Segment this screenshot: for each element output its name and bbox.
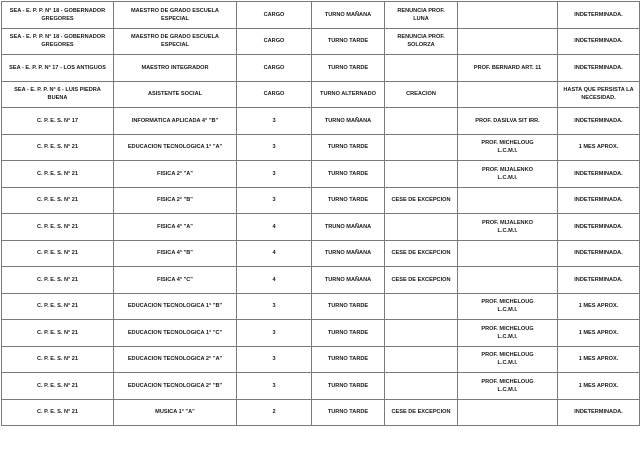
- duration-cell: INDETERMINADA.: [558, 28, 640, 55]
- shift-cell: TURNO TARDE: [312, 293, 385, 320]
- duration-cell: 1 MES APROX.: [558, 346, 640, 373]
- table-row: [2, 28, 640, 55]
- hours-cell: CARGO: [237, 2, 312, 29]
- hours-cell: 4: [237, 267, 312, 294]
- shift-cell: TURNO TARDE: [312, 373, 385, 400]
- duration-cell: INDETERMINADA.: [558, 267, 640, 294]
- subject-cell: MAESTRO DE GRADO ESCUELA ESPECIAL: [114, 2, 237, 29]
- table-row: [2, 373, 640, 400]
- teacher-cell: PROF. MICHELOUG L.C.M.I.: [458, 346, 558, 373]
- school-cell: SEA - E. P. P. N° 18 - GOBERNADOR GREGORES: [2, 2, 114, 29]
- shift-cell: TURNO MAÑANA: [312, 267, 385, 294]
- reason-cell: CESE DE EXCEPCION: [385, 187, 458, 214]
- shift-cell: TURNO TARDE: [312, 346, 385, 373]
- school-cell: C. P. E. S. N° 21: [2, 320, 114, 347]
- shift-cell: TURNO MAÑANA: [312, 240, 385, 267]
- hours-cell: 3: [237, 320, 312, 347]
- duration-cell: 1 MES APROX.: [558, 134, 640, 161]
- school-cell: C. P. E. S. N° 21: [2, 134, 114, 161]
- teacher-cell: PROF. MIJALENKO L.C.M.I.: [458, 161, 558, 188]
- duration-cell: HASTA QUE PERSISTA LA NECESIDAD.: [558, 81, 640, 108]
- duration-cell: INDETERMINADA.: [558, 187, 640, 214]
- hours-cell: 3: [237, 161, 312, 188]
- subject-cell: FISICA 2° "A": [114, 161, 237, 188]
- reason-cell: [385, 214, 458, 241]
- reason-cell: [385, 108, 458, 135]
- table-row: [2, 320, 640, 347]
- table-row: [2, 187, 640, 214]
- school-cell: C. P. E. S. N° 21: [2, 187, 114, 214]
- shift-cell: TURNO TARDE: [312, 399, 385, 426]
- school-cell: C. P. E. S. N° 21: [2, 373, 114, 400]
- reason-cell: CESE DE EXCEPCION: [385, 399, 458, 426]
- shift-cell: TURNO TARDE: [312, 320, 385, 347]
- hours-cell: 3: [237, 108, 312, 135]
- school-cell: SEA - E. P. P. N° 6 - LUIS PIEDRA BUENA: [2, 81, 114, 108]
- duration-cell: INDETERMINADA.: [558, 161, 640, 188]
- reason-cell: [385, 320, 458, 347]
- teacher-cell: [458, 187, 558, 214]
- table-row: [2, 293, 640, 320]
- subject-cell: FISICA 2° "B": [114, 187, 237, 214]
- subject-cell: EDUCACION TECNOLOGICA 2° "A": [114, 346, 237, 373]
- school-cell: C. P. E. S. N° 17: [2, 108, 114, 135]
- duration-cell: INDETERMINADA.: [558, 2, 640, 29]
- teacher-cell: [458, 267, 558, 294]
- table-row: [2, 267, 640, 294]
- subject-cell: EDUCACION TECNOLOGICA 1° "A": [114, 134, 237, 161]
- teacher-cell: PROF. MICHELOUG L.C.M.I.: [458, 134, 558, 161]
- school-cell: C. P. E. S. N° 21: [2, 399, 114, 426]
- teacher-cell: [458, 240, 558, 267]
- table-row: [2, 214, 640, 241]
- reason-cell: [385, 161, 458, 188]
- hours-cell: CARGO: [237, 81, 312, 108]
- duration-cell: INDETERMINADA.: [558, 108, 640, 135]
- school-cell: C. P. E. S. N° 21: [2, 293, 114, 320]
- reason-cell: [385, 373, 458, 400]
- table-row: [2, 346, 640, 373]
- table-row: [2, 81, 640, 108]
- hours-cell: 4: [237, 240, 312, 267]
- teacher-cell: [458, 2, 558, 29]
- duration-cell: INDETERMINADA.: [558, 214, 640, 241]
- shift-cell: TURNO MAÑANA: [312, 108, 385, 135]
- subject-cell: EDUCACION TECNOLOGICA 1° "B": [114, 293, 237, 320]
- shift-cell: TURNO TARDE: [312, 187, 385, 214]
- shift-cell: TURNO TARDE: [312, 134, 385, 161]
- reason-cell: CESE DE EXCEPCION: [385, 240, 458, 267]
- teacher-cell: PROF. MICHELOUG L.C.M.I.: [458, 373, 558, 400]
- table-row: [2, 55, 640, 82]
- school-cell: C. P. E. S. N° 21: [2, 346, 114, 373]
- duration-cell: 1 MES APROX.: [558, 373, 640, 400]
- school-cell: C. P. E. S. N° 21: [2, 161, 114, 188]
- table-row: [2, 161, 640, 188]
- teacher-cell: [458, 81, 558, 108]
- subject-cell: FISICA 4° "C": [114, 267, 237, 294]
- reason-cell: [385, 55, 458, 82]
- duration-cell: INDETERMINADA.: [558, 55, 640, 82]
- reason-cell: CREACION: [385, 81, 458, 108]
- teacher-cell: PROF. MIJALENKO L.C.M.I.: [458, 214, 558, 241]
- subject-cell: EDUCACION TECNOLOGICA 2° "B": [114, 373, 237, 400]
- school-cell: C. P. E. S. N° 21: [2, 267, 114, 294]
- hours-cell: CARGO: [237, 55, 312, 82]
- school-cell: SEA - E. P. P. N° 17 - LOS ANTIGUOS: [2, 55, 114, 82]
- shift-cell: TURNO MAÑANA: [312, 2, 385, 29]
- hours-cell: 3: [237, 373, 312, 400]
- table-row: [2, 134, 640, 161]
- duration-cell: 1 MES APROX.: [558, 293, 640, 320]
- teacher-cell: PROF. DASILVA SIT IRR.: [458, 108, 558, 135]
- shift-cell: TRUNO MAÑANA: [312, 214, 385, 241]
- teacher-cell: PROF. BERNARD ART. 11: [458, 55, 558, 82]
- hours-cell: 3: [237, 293, 312, 320]
- reason-cell: [385, 346, 458, 373]
- table-row: [2, 240, 640, 267]
- duration-cell: INDETERMINADA.: [558, 240, 640, 267]
- subject-cell: MAESTRO INTEGRADOR: [114, 55, 237, 82]
- school-cell: C. P. E. S. N° 21: [2, 214, 114, 241]
- teacher-cell: PROF. MICHELOUG L.C.M.I.: [458, 293, 558, 320]
- hours-cell: 4: [237, 214, 312, 241]
- subject-cell: INFORMATICA APLICADA 4° "B": [114, 108, 237, 135]
- hours-cell: CARGO: [237, 28, 312, 55]
- shift-cell: TURNO ALTERNADO: [312, 81, 385, 108]
- hours-cell: 3: [237, 346, 312, 373]
- duration-cell: INDETERMINADA.: [558, 399, 640, 426]
- subject-cell: FISICA 4° "A": [114, 214, 237, 241]
- vacancies-table: [1, 1, 640, 426]
- table-row: [2, 2, 640, 29]
- school-cell: SEA - E. P. P. N° 18 - GOBERNADOR GREGORES: [2, 28, 114, 55]
- reason-cell: [385, 293, 458, 320]
- teacher-cell: [458, 399, 558, 426]
- shift-cell: TURNO TARDE: [312, 28, 385, 55]
- table-row: [2, 108, 640, 135]
- subject-cell: FISICA 4° "B": [114, 240, 237, 267]
- reason-cell: RENUNCIA PROF. SOLORZA: [385, 28, 458, 55]
- table-row: [2, 399, 640, 426]
- subject-cell: ASISTENTE SOCIAL: [114, 81, 237, 108]
- reason-cell: CESE DE EXCEPCION: [385, 267, 458, 294]
- subject-cell: MUSICA 1° "A": [114, 399, 237, 426]
- teacher-cell: PROF. MICHELOUG L.C.M.I.: [458, 320, 558, 347]
- reason-cell: RENUNCIA PROF. LUNA: [385, 2, 458, 29]
- teacher-cell: [458, 28, 558, 55]
- school-cell: C. P. E. S. N° 21: [2, 240, 114, 267]
- hours-cell: 3: [237, 134, 312, 161]
- shift-cell: TURNO TARDE: [312, 161, 385, 188]
- subject-cell: EDUCACION TECNOLOGICA 1° "C": [114, 320, 237, 347]
- reason-cell: [385, 134, 458, 161]
- subject-cell: MAESTRO DE GRADO ESCUELA ESPECIAL: [114, 28, 237, 55]
- hours-cell: 2: [237, 399, 312, 426]
- duration-cell: 1 MES APROX.: [558, 320, 640, 347]
- hours-cell: 3: [237, 187, 312, 214]
- shift-cell: TURNO TARDE: [312, 55, 385, 82]
